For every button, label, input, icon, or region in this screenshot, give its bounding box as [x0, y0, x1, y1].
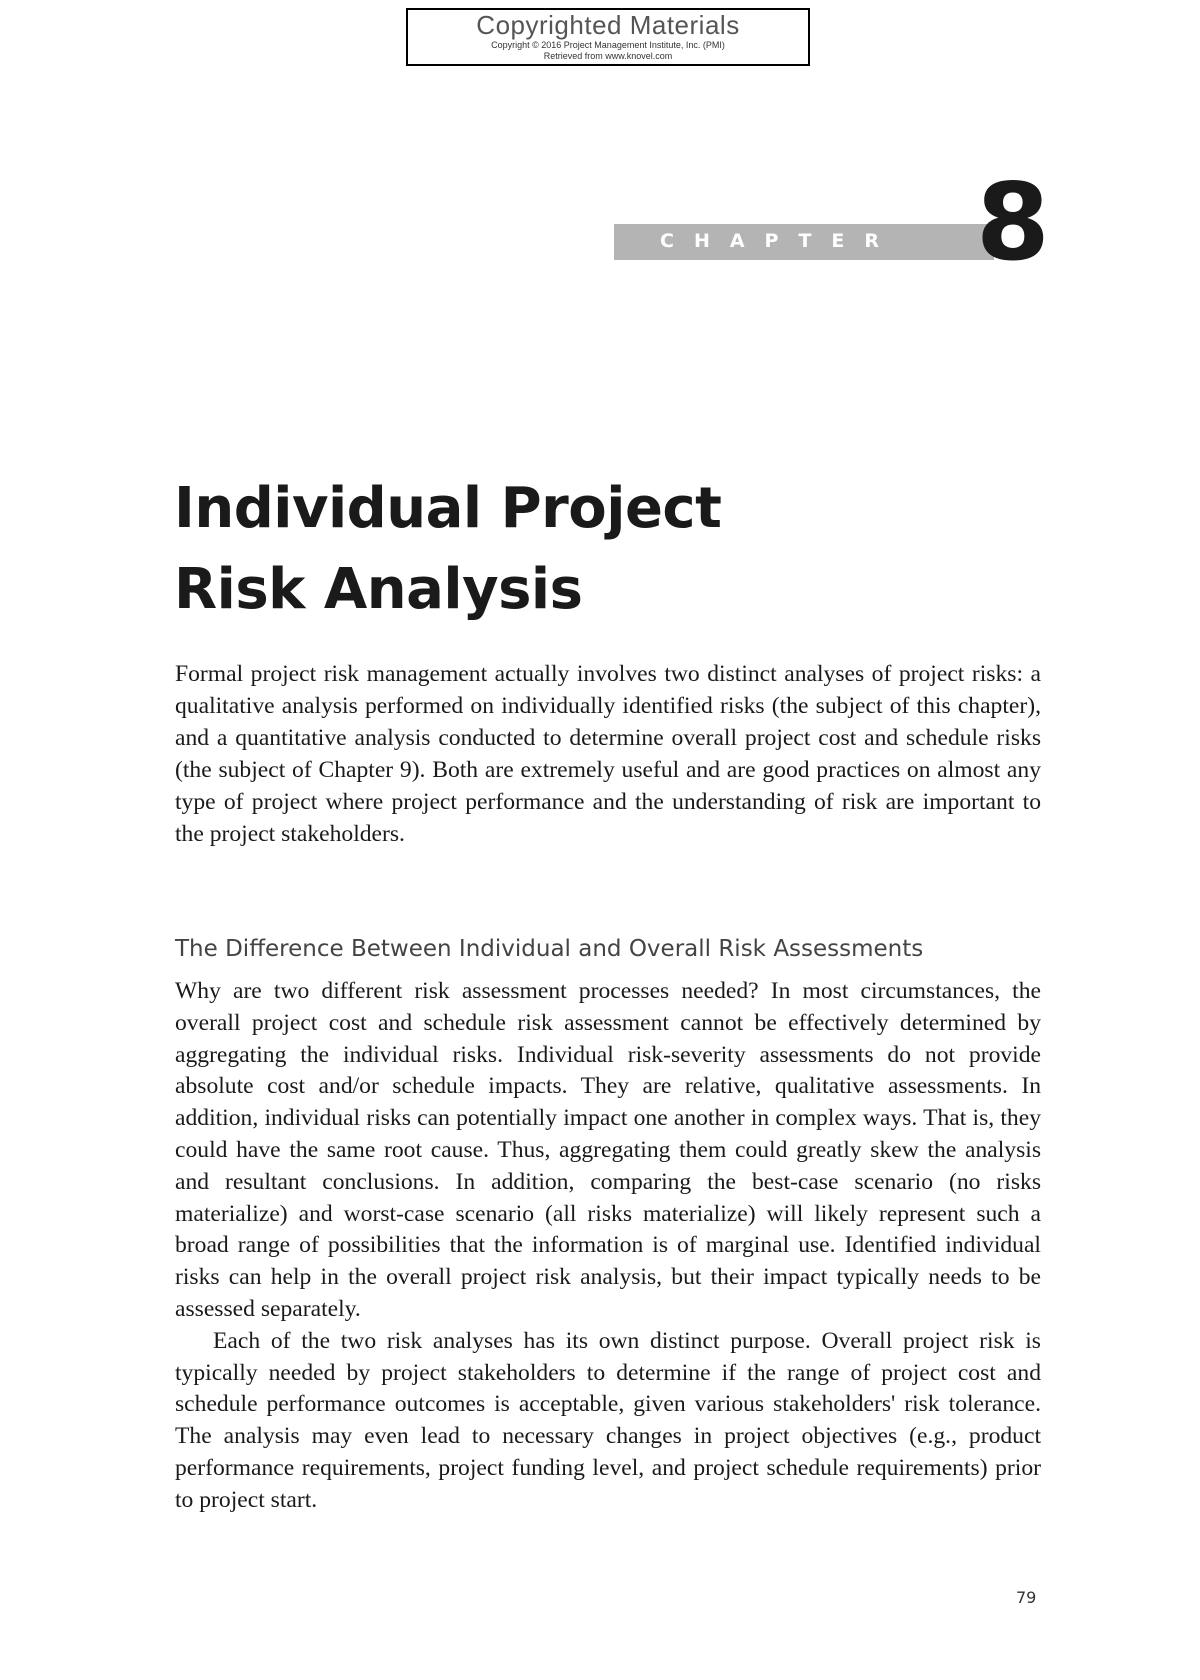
- body-paragraph-2: Each of the two risk analyses has its own distinct purpose. Overall project risk is typically needed by project stakeholders to determine if the range of project cost and schedule performance outcomes is acceptable, given various stakeholders' risk tolerance. The analysis may even lead to necessary changes in project objectives (e.g., product performance requirements, project funding level, and project schedule requirements) prior to project start.: [175, 1327, 1041, 1513]
- chapter-title-line-2: Risk Analysis: [174, 557, 583, 622]
- chapter-title: [174, 468, 721, 630]
- stamp-title: Copyrighted Materials: [476, 10, 740, 40]
- copyright-stamp: [406, 8, 810, 66]
- chapter-label: CHAPTER: [660, 230, 900, 252]
- section-body: [175, 976, 1041, 1517]
- chapter-title-line-1: Individual Project: [174, 476, 722, 541]
- stamp-copyright-line: Copyright © 2016 Project Management Institute, Inc. (PMI): [491, 40, 725, 50]
- body-paragraph-1: Why are two different risk assessment processes needed? In most circumstances, the overall project cost and schedule risk assessment cannot be effectively determined by aggregating the individual risks. Individual risk-severity assessments do not provide absolute cost and/or schedule impacts. They are relative, qualitative assessments. In addition, individual risks can potentially impact one another in complex ways. That is, they could have the same root cause. Thus, aggregating them could greatly skew the analysis and resultant conclusions. In addition, comparing the best-case scenario (no risks materialize) and worst-case scenario (all risks materialize) will likely represent such a broad range of possibilities that the information is of marginal use. Identified individual risks can help in the overall project risk analysis, but their impact typically needs to be assessed separately.: [175, 978, 1041, 1322]
- chapter-number: 8: [976, 161, 1050, 284]
- page-number: 79: [1016, 1588, 1037, 1607]
- intro-paragraph: Formal project risk management actually involves two distinct analyses of project risks: a qualitative analysis performed on individually identified risks (the subject of this chapter), and a quantitative analysis conducted to determine overall project cost and schedule risks (the subject of Chapter 9). Both are extremely useful and are good practices on almost any type of project where project performance and the understanding of risk are important to the project stakeholders.: [175, 661, 1041, 847]
- section-heading: The Difference Between Individual and Overall Risk Assessments: [175, 936, 924, 962]
- stamp-retrieved-line: Retrieved from www.knovel.com: [543, 51, 673, 61]
